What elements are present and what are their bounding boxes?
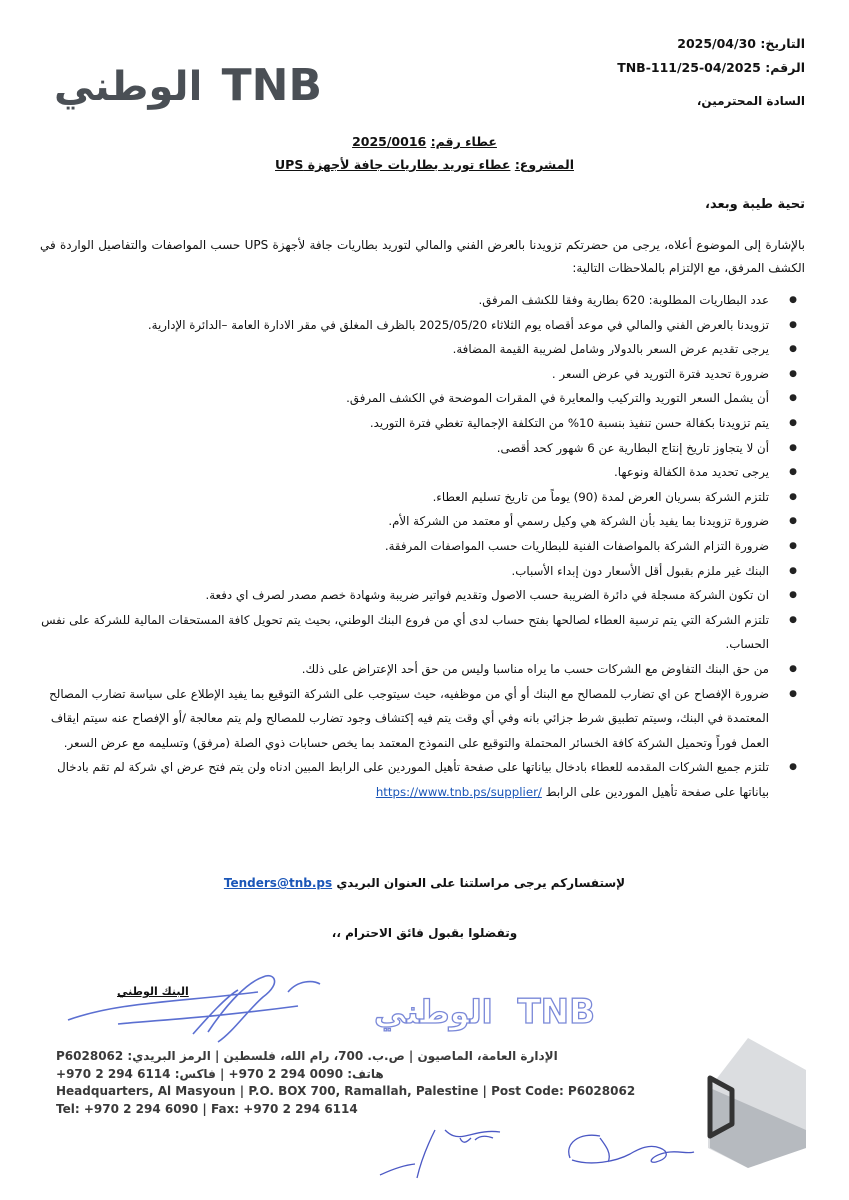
list-item: ● من حق البنك التفاوض مع الشركات حسب ما يراه مناسبا وليس من حق أحد الإعتراض على ذلك. <box>40 657 805 682</box>
signature-label: البنك الوطني <box>117 985 189 998</box>
signature-scribble <box>58 962 328 1052</box>
list-item: ● يرجى تقديم عرض السعر بالدولار وشامل لضريبة القيمة المضافة. <box>40 337 805 362</box>
tender-number-label: عطاء رقم: <box>430 134 497 149</box>
initials-signature-2 <box>560 1118 700 1178</box>
footer-ar-phone: هاتف: 0090 294 2 970+ | فاكس: 6114 294 2 970+ <box>56 1066 384 1081</box>
stamp-logo-latin: TNB <box>517 992 595 1032</box>
contact-text: لإستفساركم يرجى مراسلتنا على العنوان البريدي <box>336 876 626 890</box>
intro-paragraph: بالإشارة إلى الموضوع أعلاه، يرجى من حضرتكم تزويدنا بالعرض الفني والمالي لتوريد بطاريات جافة لأجهزة UPS حسب المواصفات والتفاصيل الواردة في الكشف المرفق، مع الإلتزام بالملاحظات التالية: <box>40 238 806 275</box>
logo-latin: TNB <box>221 60 322 111</box>
list-item-supplier <box>40 755 805 804</box>
closing: وتفضلوا بقبول فائق الاحترام ،، <box>331 926 518 940</box>
list-item: ● البنك غير ملزم بقبول أقل الأسعار دون إبداء الأسباب. <box>40 559 805 584</box>
footer-ar-address: الإدارة العامة، الماصيون | ص.ب. 700، رام الله، فلسطين | الرمز البريدي: P6028062 <box>56 1049 558 1063</box>
footer-en-phone: Tel: +970 2 294 6090 | Fax: +970 2 294 6114 <box>56 1101 358 1116</box>
list-item: ● ان تكون الشركة مسجلة في دائرة الضريبة حسب الاصول وتقديم فواتير ضريبة وشهادة خصم مصدر لصرف اي دفعة. <box>40 583 805 608</box>
date-line <box>617 32 805 56</box>
list-item: ● ضرورة التزام الشركة بالمواصفات الفنية للبطاريات حسب المواصفات المرفقة. <box>40 534 805 559</box>
tender-title <box>0 130 849 176</box>
list-item: ● تلتزم الشركة بسريان العرض لمدة (90) يوماً من تاريخ تسليم العطاء. <box>40 485 805 510</box>
list-item: ● يرجى تحديد مدة الكفالة ونوعها. <box>40 460 805 485</box>
salutation: تحية طيبة وبعد، <box>705 197 805 212</box>
initials-signature-1 <box>375 1110 515 1185</box>
list-item: ● أن لا يتجاوز تاريخ إنتاج البطارية عن 6 شهور كحد أقصى. <box>40 436 805 461</box>
list-item: ● عدد البطاريات المطلوبة: 620 بطارية وفقا للكشف المرفق. <box>40 288 805 313</box>
requirements-list <box>40 288 805 804</box>
project-value: عطاء توريد بطاريات جافة لأجهزة UPS <box>275 157 511 172</box>
ref-label: الرقم: <box>765 60 805 75</box>
tender-number-value: 2025/0016 <box>352 134 427 149</box>
list-item: ● ضرورة تزويدنا بما يفيد بأن الشركة هي وكيل رسمي أو معتمد من الشركة الأم. <box>40 509 805 534</box>
tnb-logo-graphic <box>52 50 324 116</box>
supplier-link[interactable]: https://www.tnb.ps/supplier/ <box>375 784 542 799</box>
list-item: ● ضرورة الإفصاح عن اي تضارب للمصالح مع البنك أو أي من موظفيه، حيث سيتوجب على الشركة التوقيع بما يفيد الإطلاع على سياسة تضارب المصالح المعتمدة في البنك، وسيتم تطبيق شرط جزائي بانه وفي أي وقت يتم فيه إكتشاف وجود تضارب للمصالح ولم يتم معالجة /أو الإفصاح عنه سيتم ايقاف العمل فوراً وتحميل الشركة كافة الخسائر المحتملة والتوقيع على النموذج المعتمد بما يخص حسابات ذوي الصلة (مرفق) وتسليمه مع عرض السعر. <box>40 682 805 756</box>
project-label: المشروع: <box>514 157 574 172</box>
list-item: ● تزويدنا بالعرض الفني والمالي في موعد أقصاه يوم الثلاثاء 2025/05/20 بالظرف المغلق في مقر الادارة العامة –الدائرة الإدارية. <box>40 313 805 338</box>
footer-en-address: Headquarters, Al Masyoun | P.O. BOX 700, Ramallah, Palestine | Post Code: P6028062 <box>56 1084 636 1098</box>
footer <box>56 1048 635 1118</box>
bank-logo <box>52 50 324 116</box>
contact-email-link[interactable]: Tenders@tnb.ps <box>223 876 333 890</box>
play-badge-icon <box>688 1030 818 1170</box>
supplier-text: تلتزم جميع الشركات المقدمه للعطاء بادخال بياناتها على صفحة تأهيل الموردين على الرابط المبين ادناه ولن يتم فتح عرض اي شركة لم تقم بادخال بياناتها على صفحة تأهيل الموردين على الرابط <box>57 760 769 799</box>
stamp-logo-arabic: الوطني <box>374 993 493 1031</box>
tender-number-line <box>0 130 849 153</box>
list-item: ● يتم تزويدنا بكفالة حسن تنفيذ بنسبة 10% من التكلفة الإجمالية تغطي فترة التوريد. <box>40 411 805 436</box>
logo-arabic: الوطني <box>54 64 203 110</box>
project-line <box>0 153 849 176</box>
ref-line <box>617 56 805 80</box>
list-item: ● تلتزم الشركة التي يتم ترسية العطاء لصالحها بفتح حساب لدى أي من فروع البنك الوطني، بحيث يتم تحويل كافة المستحقات المالية للشركة على نفس الحساب. <box>40 608 805 657</box>
contact-line <box>0 876 849 890</box>
date-label: التاريخ: <box>760 36 805 51</box>
header-meta <box>617 32 805 80</box>
addressee: السادة المحترمين، <box>696 94 805 108</box>
stamp-logo <box>372 985 597 1033</box>
list-item: ● ضرورة تحديد فترة التوريد في عرض السعر . <box>40 362 805 387</box>
date-value: 2025/04/30 <box>677 36 756 51</box>
list-item: ● أن يشمل السعر التوريد والتركيب والمعايرة في المقرات الموضحة في الكشف المرفق. <box>40 386 805 411</box>
ref-value: TNB-111/25-04/2025 <box>617 60 761 75</box>
